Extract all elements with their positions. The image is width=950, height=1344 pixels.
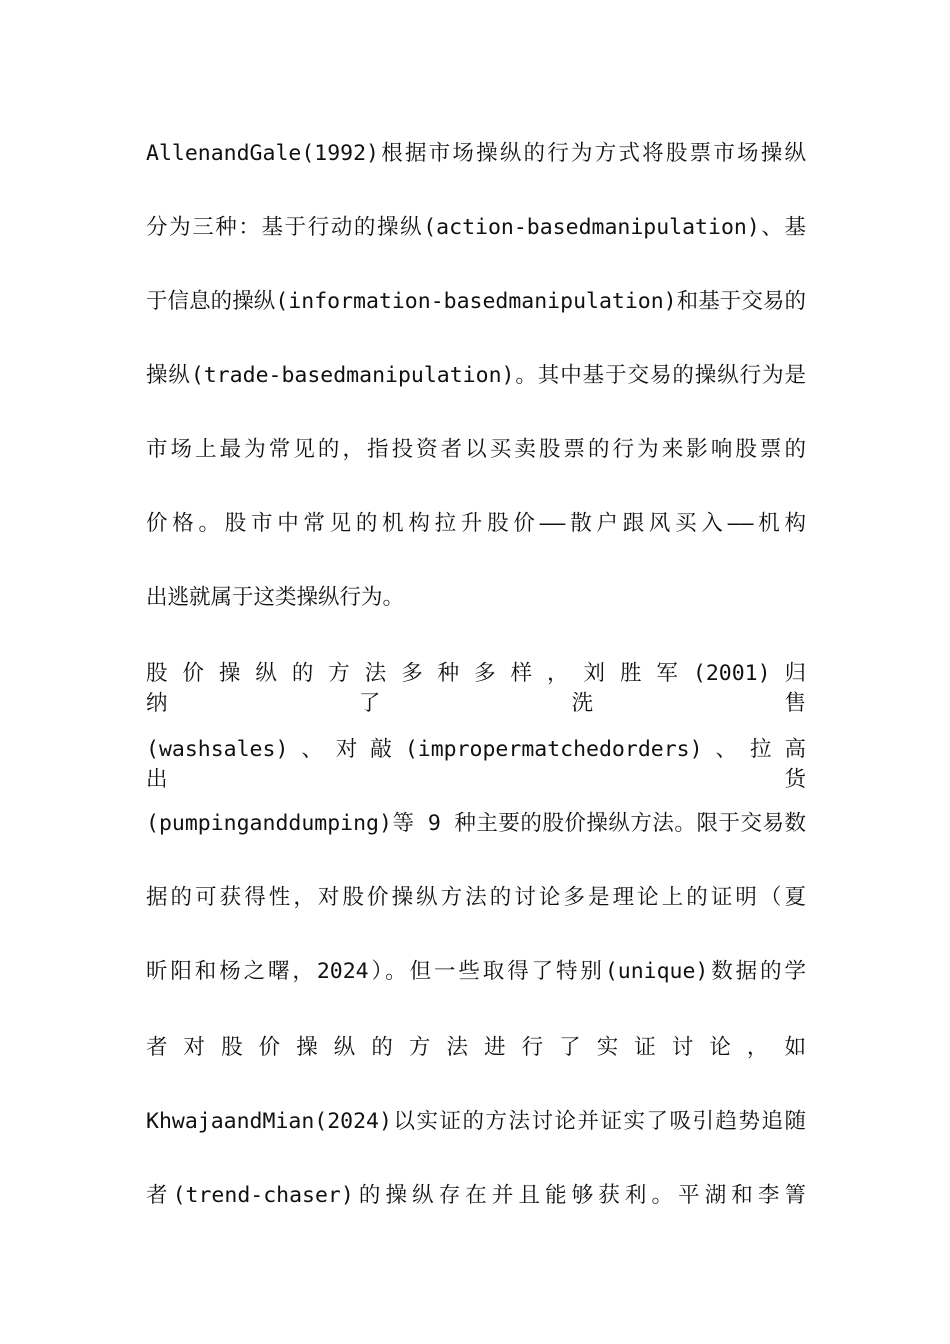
text-line: AllenandGale(1992)根据市场操纵的行为方式将股票市场操纵 [146, 141, 806, 166]
text-line: 股 价 操 纵 的 方 法 多 种 多 样 ， 刘 胜 军 (2001) 归 纳 了 洗 售 [146, 661, 806, 716]
text-line: 市场上最为常见的，指投资者以买卖股票的行为来影响股票的 [146, 437, 806, 462]
text-line: 者 对 股 价 操 纵 的 方 法 进 行 了 实 证 讨 论 ， 如 [146, 1035, 806, 1060]
text-line: (pumpinganddumping)等 9 种主要的股价操纵方法。限于交易数 [146, 811, 806, 836]
text-line: 者(trend-chaser)的操纵存在并且能够获利。平湖和李箐 [146, 1183, 806, 1208]
text-line: 出逃就属于这类操纵行为。 [146, 585, 405, 610]
text-line: 于信息的操纵(information-basedmanipulation)和基于交易的 [146, 289, 806, 314]
text-line: 价格。股市中常见的机构拉升股价——散户跟风买入——机构 [146, 511, 806, 536]
text-line: 操纵(trade-basedmanipulation)。其中基于交易的操纵行为是 [146, 363, 806, 388]
text-line: 分为三种：基于行动的操纵(action-basedmanipulation)、基 [146, 215, 806, 240]
text-line: (washsales) 、 对 敲 (impropermatchedorders) 、 拉 高 出 货 [146, 737, 806, 792]
text-line: KhwajaandMian(2024)以实证的方法讨论并证实了吸引趋势追随 [146, 1109, 806, 1134]
text-line: 昕阳和杨之曙，2024）。但一些取得了特别(unique)数据的学 [146, 959, 806, 984]
text-line: 据的可获得性，对股价操纵方法的讨论多是理论上的证明（夏 [146, 885, 806, 910]
